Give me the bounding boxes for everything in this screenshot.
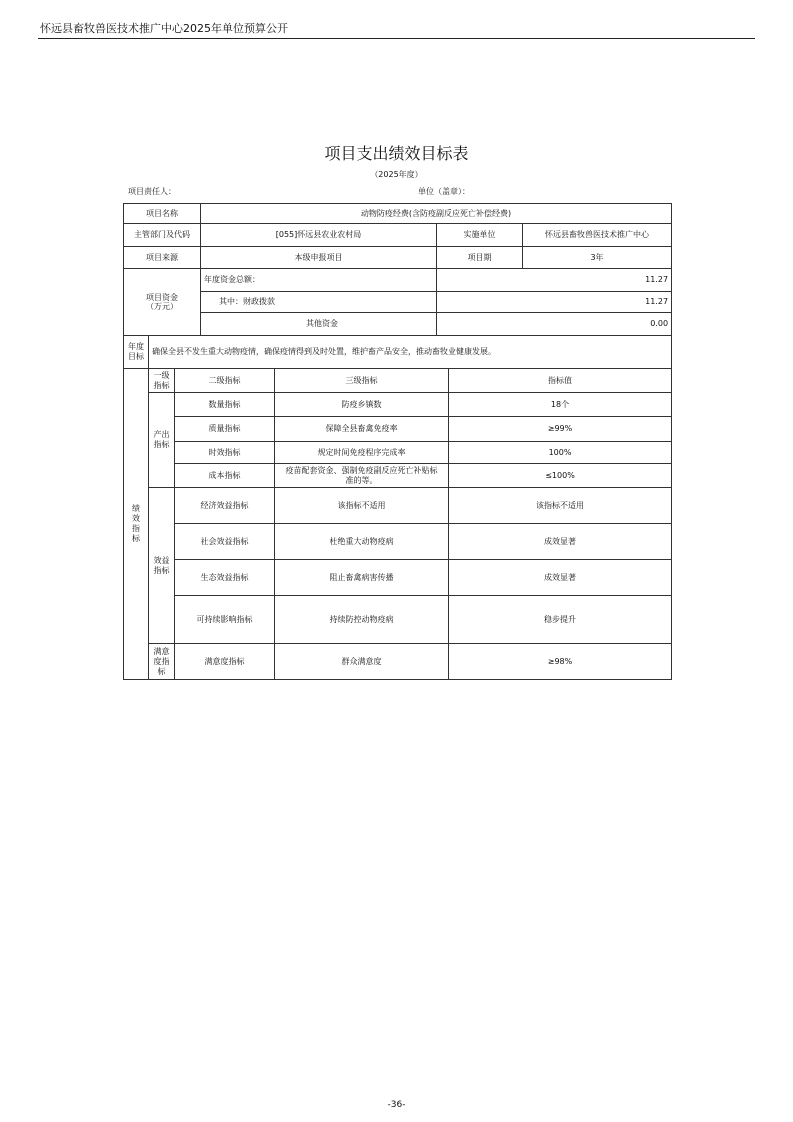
value-satisfaction: ≥98% [449, 644, 672, 680]
l2-satisfaction: 满意度指标 [175, 644, 275, 680]
funds-other-label: 其他资金 [201, 313, 437, 336]
source-value: 本级申报项目 [201, 247, 437, 269]
l2-cost: 成本指标 [175, 464, 275, 488]
value-social: 成效显著 [449, 524, 672, 560]
value-cost: ≤100% [449, 464, 672, 488]
col-level1 [149, 369, 175, 393]
l3-quality: 保障全县畜禽免疫率 [275, 417, 449, 442]
performance-target-table [123, 203, 672, 680]
fiscal-year: （2025年度） [370, 170, 423, 179]
satisfaction-indicator-label-text: 满意度指标 [153, 646, 170, 676]
benefit-indicator-label [149, 488, 175, 644]
value-timeliness: 100% [449, 442, 672, 464]
unit-stamp-label: 单位（盖章）： [418, 187, 470, 196]
l3-sustainable: 持续防控动物疫病 [275, 596, 449, 644]
l2-sustainable: 可持续影响指标 [175, 596, 275, 644]
value-quantity: 18个 [449, 393, 672, 417]
page-header: 怀远县畜牧兽医技术推广中心2025年单位预算公开 [40, 22, 288, 35]
impl-unit-label: 实施单位 [437, 224, 523, 247]
value-quality: ≥99% [449, 417, 672, 442]
l3-social: 杜绝重大动物疫病 [275, 524, 449, 560]
l3-ecological: 阻止畜禽病害传播 [275, 560, 449, 596]
l2-quantity: 数量指标 [175, 393, 275, 417]
col-value: 指标值 [449, 369, 672, 393]
l3-quantity: 防疫乡镇数 [275, 393, 449, 417]
impl-unit-value: 怀远县畜牧兽医技术推广中心 [523, 224, 672, 247]
funds-other-value: 0.00 [437, 313, 672, 336]
source-label: 项目来源 [124, 247, 201, 269]
l3-satisfaction: 群众满意度 [275, 644, 449, 680]
col-level2: 二级指标 [175, 369, 275, 393]
page-number: -36- [387, 1100, 406, 1110]
annual-goal-text: 确保全县不发生重大动物疫情，确保疫情得到及时处置，维护畜产品安全，推动畜牧业健康发展。 [149, 336, 672, 369]
l3-timeliness: 规定时间免疫程序完成率 [275, 442, 449, 464]
table-title: 项目支出绩效目标表 [324, 144, 469, 163]
funds-fiscal-value: 11.27 [437, 292, 672, 313]
annual-goal-label-text: 年度目标 [128, 342, 144, 361]
project-name-value: 动物防疫经费(含防疫副反应死亡补偿经费) [201, 204, 672, 224]
l2-timeliness: 时效指标 [175, 442, 275, 464]
l2-ecological: 生态效益指标 [175, 560, 275, 596]
value-economic: 该指标不适用 [449, 488, 672, 524]
l2-social: 社会效益指标 [175, 524, 275, 560]
period-label: 项目期 [437, 247, 523, 269]
perf-indicator-label [124, 369, 149, 680]
value-ecological: 成效显著 [449, 560, 672, 596]
responsible-person-label: 项目责任人： [128, 187, 176, 196]
l3-cost: 疫苗配套资金、强制免疫副反应死亡补贴标准的等。 [275, 464, 449, 488]
col-level3: 三级指标 [275, 369, 449, 393]
perf-indicator-label-text: 绩效指标 [132, 504, 140, 543]
l3-economic: 该指标不适用 [275, 488, 449, 524]
output-indicator-label [149, 393, 175, 488]
dept-label: 主管部门及代码 [124, 224, 201, 247]
funds-label [124, 269, 201, 336]
l2-quality: 质量指标 [175, 417, 275, 442]
header-rule [38, 38, 755, 39]
col-level1-text: 一级指标 [153, 370, 170, 390]
satisfaction-indicator-label [149, 644, 175, 680]
period-value: 3年 [523, 247, 672, 269]
benefit-indicator-label-text: 效益指标 [153, 555, 170, 575]
funds-fiscal-label: 其中：财政拨款 [201, 292, 437, 313]
funds-label-text: 项目资金（万元） [146, 292, 178, 311]
output-indicator-label-text: 产出指标 [153, 430, 170, 449]
dept-value: [055]怀远县农业农村局 [201, 224, 437, 247]
value-sustainable: 稳步提升 [449, 596, 672, 644]
funds-total-value: 11.27 [437, 269, 672, 292]
annual-goal-label [124, 336, 149, 369]
project-name-label: 项目名称 [124, 204, 201, 224]
funds-total-label: 年度资金总额： [201, 269, 437, 292]
l2-economic: 经济效益指标 [175, 488, 275, 524]
